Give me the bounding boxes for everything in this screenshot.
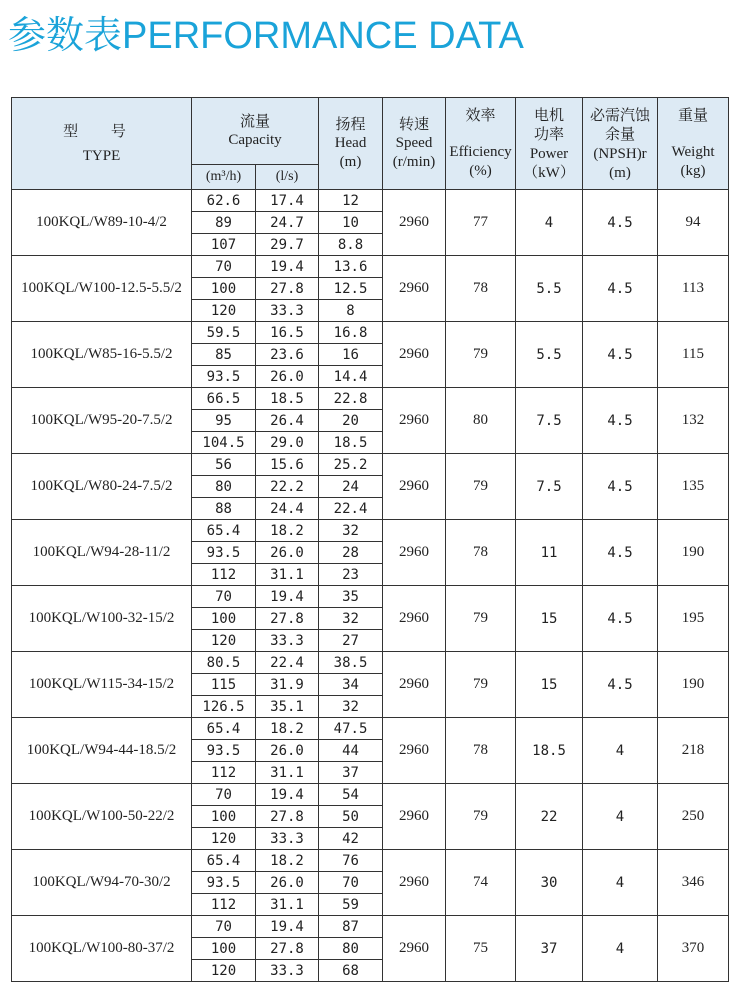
table-body	[12, 190, 729, 982]
capacity-ls-cell: 18.5	[256, 388, 319, 410]
efficiency-cell: 77	[446, 190, 516, 256]
table-row	[12, 718, 729, 740]
head-cell: 14.4	[319, 366, 383, 388]
weight-cell: 346	[658, 850, 729, 916]
capacity-m3h-cell: 112	[192, 894, 256, 916]
speed-cell: 2960	[383, 784, 446, 850]
model-cell: 100KQL/W80-24-7.5/2	[12, 454, 192, 520]
capacity-m3h-cell: 120	[192, 960, 256, 982]
model-cell: 100KQL/W85-16-5.5/2	[12, 322, 192, 388]
npsh-cell: 4	[583, 784, 658, 850]
capacity-m3h-cell: 100	[192, 608, 256, 630]
capacity-ls-cell: 18.2	[256, 718, 319, 740]
header-capacity-en: Capacity	[228, 132, 282, 148]
capacity-m3h-cell: 70	[192, 586, 256, 608]
power-cell: 15	[516, 652, 583, 718]
capacity-ls-cell: 19.4	[256, 586, 319, 608]
performance-table	[11, 97, 729, 982]
header-eff-unit: (%)	[469, 163, 492, 179]
power-cell: 7.5	[516, 388, 583, 454]
capacity-m3h-cell: 65.4	[192, 520, 256, 542]
speed-cell: 2960	[383, 718, 446, 784]
capacity-m3h-cell: 80.5	[192, 652, 256, 674]
head-cell: 24	[319, 476, 383, 498]
head-cell: 8.8	[319, 234, 383, 256]
capacity-m3h-cell: 120	[192, 630, 256, 652]
capacity-ls-cell: 27.8	[256, 938, 319, 960]
head-cell: 70	[319, 872, 383, 894]
efficiency-cell: 75	[446, 916, 516, 982]
capacity-ls-cell: 26.0	[256, 872, 319, 894]
capacity-ls-cell: 19.4	[256, 256, 319, 278]
head-cell: 76	[319, 850, 383, 872]
weight-cell: 218	[658, 718, 729, 784]
table-row	[12, 586, 729, 608]
header-weight-unit: (kg)	[680, 163, 706, 179]
capacity-m3h-cell: 85	[192, 344, 256, 366]
header-power-unit: （kW）	[523, 165, 575, 182]
capacity-m3h-cell: 95	[192, 410, 256, 432]
npsh-cell: 4.5	[583, 190, 658, 256]
capacity-m3h-cell: 59.5	[192, 322, 256, 344]
weight-cell: 115	[658, 322, 729, 388]
speed-cell: 2960	[383, 388, 446, 454]
head-cell: 10	[319, 212, 383, 234]
capacity-ls-cell: 31.9	[256, 674, 319, 696]
npsh-cell: 4.5	[583, 322, 658, 388]
header-power	[516, 98, 583, 190]
page-title: 参数表PERFORMANCE DATA	[8, 15, 524, 57]
capacity-ls-cell: 31.1	[256, 762, 319, 784]
header-speed	[383, 98, 446, 190]
power-cell: 22	[516, 784, 583, 850]
capacity-ls-cell: 26.4	[256, 410, 319, 432]
capacity-ls-cell: 27.8	[256, 278, 319, 300]
capacity-ls-cell: 24.7	[256, 212, 319, 234]
header-npsh-en: (NPSH)r	[593, 146, 647, 163]
model-cell: 100KQL/W95-20-7.5/2	[12, 388, 192, 454]
head-cell: 32	[319, 520, 383, 542]
head-cell: 54	[319, 784, 383, 806]
header-capacity-unit-ls: (l/s)	[256, 165, 319, 190]
capacity-m3h-cell: 107	[192, 234, 256, 256]
power-cell: 30	[516, 850, 583, 916]
power-cell: 5.5	[516, 256, 583, 322]
capacity-m3h-cell: 100	[192, 938, 256, 960]
npsh-cell: 4.5	[583, 652, 658, 718]
header-type	[12, 98, 192, 190]
header-npsh-zh: 必需汽蚀 余量	[590, 105, 651, 143]
capacity-m3h-cell: 115	[192, 674, 256, 696]
head-cell: 50	[319, 806, 383, 828]
header-head-en: Head	[334, 135, 367, 151]
weight-cell: 94	[658, 190, 729, 256]
model-cell: 100KQL/W100-50-22/2	[12, 784, 192, 850]
capacity-m3h-cell: 89	[192, 212, 256, 234]
head-cell: 16.8	[319, 322, 383, 344]
capacity-ls-cell: 33.3	[256, 300, 319, 322]
head-cell: 47.5	[319, 718, 383, 740]
weight-cell: 195	[658, 586, 729, 652]
model-cell: 100KQL/W115-34-15/2	[12, 652, 192, 718]
capacity-ls-cell: 22.2	[256, 476, 319, 498]
capacity-m3h-cell: 126.5	[192, 696, 256, 718]
model-cell: 100KQL/W100-80-37/2	[12, 916, 192, 982]
capacity-ls-cell: 16.5	[256, 322, 319, 344]
capacity-m3h-cell: 112	[192, 762, 256, 784]
model-cell: 100KQL/W94-70-30/2	[12, 850, 192, 916]
efficiency-cell: 79	[446, 586, 516, 652]
head-cell: 68	[319, 960, 383, 982]
table-row	[12, 520, 729, 542]
header-weight-en: Weight	[671, 144, 715, 160]
capacity-ls-cell: 23.6	[256, 344, 319, 366]
head-cell: 8	[319, 300, 383, 322]
table-header	[12, 98, 729, 190]
npsh-cell: 4.5	[583, 256, 658, 322]
speed-cell: 2960	[383, 652, 446, 718]
capacity-ls-cell: 26.0	[256, 740, 319, 762]
power-cell: 37	[516, 916, 583, 982]
head-cell: 16	[319, 344, 383, 366]
speed-cell: 2960	[383, 454, 446, 520]
efficiency-cell: 74	[446, 850, 516, 916]
capacity-ls-cell: 33.3	[256, 630, 319, 652]
table-row	[12, 784, 729, 806]
header-head	[319, 98, 383, 190]
capacity-m3h-cell: 93.5	[192, 366, 256, 388]
capacity-ls-cell: 29.0	[256, 432, 319, 454]
efficiency-cell: 79	[446, 652, 516, 718]
header-npsh-unit: (m)	[609, 165, 631, 182]
head-cell: 22.4	[319, 498, 383, 520]
head-cell: 42	[319, 828, 383, 850]
capacity-ls-cell: 17.4	[256, 190, 319, 212]
efficiency-cell: 78	[446, 520, 516, 586]
efficiency-cell: 80	[446, 388, 516, 454]
header-eff-en: Efficiency	[449, 144, 512, 160]
capacity-ls-cell: 29.7	[256, 234, 319, 256]
table-row	[12, 850, 729, 872]
capacity-ls-cell: 22.4	[256, 652, 319, 674]
head-cell: 18.5	[319, 432, 383, 454]
weight-cell: 190	[658, 652, 729, 718]
header-weight	[658, 98, 729, 190]
efficiency-cell: 78	[446, 718, 516, 784]
table-row	[12, 916, 729, 938]
head-cell: 12.5	[319, 278, 383, 300]
efficiency-cell: 79	[446, 454, 516, 520]
capacity-ls-cell: 18.2	[256, 520, 319, 542]
capacity-ls-cell: 18.2	[256, 850, 319, 872]
head-cell: 80	[319, 938, 383, 960]
power-cell: 18.5	[516, 718, 583, 784]
npsh-cell: 4.5	[583, 388, 658, 454]
npsh-cell: 4	[583, 850, 658, 916]
header-power-zh: 电机 功率	[534, 105, 565, 143]
header-speed-zh: 转速	[399, 115, 430, 133]
efficiency-cell: 78	[446, 256, 516, 322]
head-cell: 20	[319, 410, 383, 432]
table-row	[12, 388, 729, 410]
table-row	[12, 256, 729, 278]
capacity-ls-cell: 24.4	[256, 498, 319, 520]
capacity-ls-cell: 19.4	[256, 916, 319, 938]
head-cell: 35	[319, 586, 383, 608]
table-row	[12, 652, 729, 674]
capacity-m3h-cell: 56	[192, 454, 256, 476]
capacity-m3h-cell: 62.6	[192, 190, 256, 212]
capacity-m3h-cell: 93.5	[192, 740, 256, 762]
capacity-ls-cell: 26.0	[256, 542, 319, 564]
capacity-m3h-cell: 88	[192, 498, 256, 520]
efficiency-cell: 79	[446, 784, 516, 850]
capacity-ls-cell: 31.1	[256, 564, 319, 586]
header-weight-zh: 重量	[678, 106, 709, 124]
capacity-ls-cell: 35.1	[256, 696, 319, 718]
capacity-m3h-cell: 70	[192, 256, 256, 278]
head-cell: 22.8	[319, 388, 383, 410]
capacity-m3h-cell: 66.5	[192, 388, 256, 410]
header-type-en: TYPE	[82, 147, 121, 164]
head-cell: 38.5	[319, 652, 383, 674]
speed-cell: 2960	[383, 520, 446, 586]
npsh-cell: 4.5	[583, 586, 658, 652]
header-speed-en: Speed	[395, 135, 433, 151]
capacity-m3h-cell: 112	[192, 564, 256, 586]
header-efficiency	[446, 98, 516, 190]
speed-cell: 2960	[383, 850, 446, 916]
head-cell: 59	[319, 894, 383, 916]
capacity-m3h-cell: 104.5	[192, 432, 256, 454]
model-cell: 100KQL/W100-32-15/2	[12, 586, 192, 652]
model-cell: 100KQL/W94-28-11/2	[12, 520, 192, 586]
speed-cell: 2960	[383, 916, 446, 982]
table-row	[12, 454, 729, 476]
weight-cell: 135	[658, 454, 729, 520]
capacity-ls-cell: 19.4	[256, 784, 319, 806]
npsh-cell: 4.5	[583, 520, 658, 586]
capacity-ls-cell: 26.0	[256, 366, 319, 388]
head-cell: 44	[319, 740, 383, 762]
head-cell: 34	[319, 674, 383, 696]
power-cell: 11	[516, 520, 583, 586]
model-cell: 100KQL/W89-10-4/2	[12, 190, 192, 256]
header-power-en: Power	[529, 146, 569, 163]
capacity-ls-cell: 33.3	[256, 960, 319, 982]
header-speed-unit: (r/min)	[392, 154, 436, 170]
model-cell: 100KQL/W94-44-18.5/2	[12, 718, 192, 784]
capacity-m3h-cell: 80	[192, 476, 256, 498]
header-head-zh: 扬程	[335, 115, 366, 133]
capacity-m3h-cell: 93.5	[192, 872, 256, 894]
head-cell: 13.6	[319, 256, 383, 278]
capacity-ls-cell: 31.1	[256, 894, 319, 916]
capacity-m3h-cell: 65.4	[192, 718, 256, 740]
weight-cell: 250	[658, 784, 729, 850]
head-cell: 32	[319, 696, 383, 718]
speed-cell: 2960	[383, 256, 446, 322]
table-row	[12, 322, 729, 344]
capacity-ls-cell: 27.8	[256, 806, 319, 828]
power-cell: 4	[516, 190, 583, 256]
capacity-m3h-cell: 100	[192, 278, 256, 300]
capacity-m3h-cell: 65.4	[192, 850, 256, 872]
weight-cell: 370	[658, 916, 729, 982]
npsh-cell: 4.5	[583, 454, 658, 520]
capacity-ls-cell: 33.3	[256, 828, 319, 850]
capacity-m3h-cell: 120	[192, 300, 256, 322]
speed-cell: 2960	[383, 322, 446, 388]
head-cell: 27	[319, 630, 383, 652]
header-type-zh: 型 号	[63, 121, 140, 140]
capacity-m3h-cell: 70	[192, 916, 256, 938]
speed-cell: 2960	[383, 190, 446, 256]
weight-cell: 132	[658, 388, 729, 454]
header-npsh	[583, 98, 658, 190]
head-cell: 37	[319, 762, 383, 784]
head-cell: 28	[319, 542, 383, 564]
capacity-ls-cell: 27.8	[256, 608, 319, 630]
head-cell: 25.2	[319, 454, 383, 476]
power-cell: 5.5	[516, 322, 583, 388]
capacity-m3h-cell: 100	[192, 806, 256, 828]
head-cell: 23	[319, 564, 383, 586]
efficiency-cell: 79	[446, 322, 516, 388]
npsh-cell: 4	[583, 916, 658, 982]
header-head-unit: (m)	[339, 154, 362, 170]
head-cell: 87	[319, 916, 383, 938]
npsh-cell: 4	[583, 718, 658, 784]
power-cell: 7.5	[516, 454, 583, 520]
model-cell: 100KQL/W100-12.5-5.5/2	[12, 256, 192, 322]
speed-cell: 2960	[383, 586, 446, 652]
head-cell: 32	[319, 608, 383, 630]
header-capacity-unit-m3h: (m³/h)	[192, 165, 256, 190]
header-capacity	[192, 98, 319, 165]
weight-cell: 113	[658, 256, 729, 322]
table-row	[12, 190, 729, 212]
capacity-m3h-cell: 93.5	[192, 542, 256, 564]
capacity-m3h-cell: 120	[192, 828, 256, 850]
header-eff-zh: 效率	[465, 106, 496, 124]
power-cell: 15	[516, 586, 583, 652]
header-capacity-zh: 流量	[240, 112, 271, 130]
capacity-ls-cell: 15.6	[256, 454, 319, 476]
weight-cell: 190	[658, 520, 729, 586]
head-cell: 12	[319, 190, 383, 212]
capacity-m3h-cell: 70	[192, 784, 256, 806]
